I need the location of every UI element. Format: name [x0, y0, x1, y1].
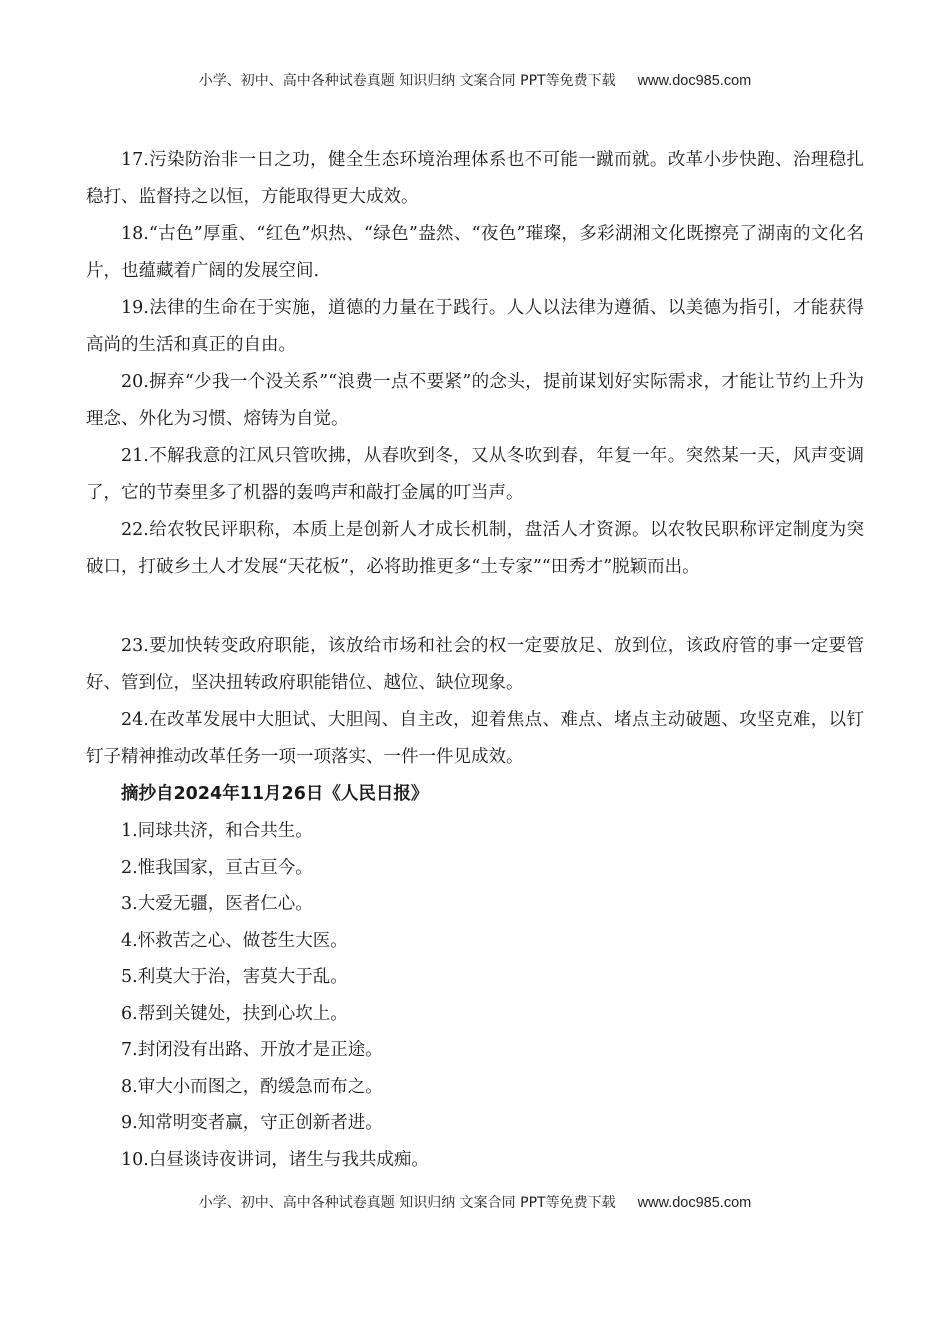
paragraph-21: 21.不解我意的江风只管吹拂，从春吹到冬，又从冬吹到春，年复一年。突然某一天，风声变调了，它的节奏里多了机器的轰鸣声和敲打金属的叮当声。 — [86, 446, 864, 503]
paragraph-18: 18.“古色”厚重、“红色”炽热、“绿色”盎然、“夜色”璀璨，多彩湖湘文化既擦亮了湖南的文化名片，也蕴藏着广阔的发展空间. — [86, 224, 864, 281]
paragraph-23: 23.要加快转变政府职能，该放给市场和社会的权一定要放足、放到位，该政府管的事一定要管好、管到位，坚决扭转政府职能错位、越位、缺位现象。 — [86, 636, 864, 693]
footer-site-link[interactable]: www.doc985.com — [637, 1195, 752, 1211]
page-header — [0, 70, 950, 90]
short-item: 2.惟我国家，亘古亘今。 — [121, 857, 313, 878]
paragraph-22: 22.给农牧民评职称，本质上是创新人才成长机制，盘活人才资源。以农牧民职称评定制度为突破口，打破乡土人才发展“天花板”，必将助推更多“土专家”“田秀才”脱颖而出。 — [86, 520, 864, 577]
header-text: 小学、初中、高中各种试卷真题 知识归纳 文案合同 PPT等免费下载 — [198, 73, 616, 89]
paragraph-20: 20.摒弃“少我一个没关系”“浪费一点不要紧”的念头，提前谋划好实际需求，才能让节约上升为理念、外化为习惯、熔铸为自觉。 — [86, 372, 864, 429]
paragraph-24: 24.在改革发展中大胆试、大胆闯、自主改，迎着焦点、难点、堵点主动破题、攻坚克难，以钉钉子精神推动改革任务一项一项落实、一件一件见成效。 — [86, 710, 864, 767]
short-item: 3.大爱无疆，医者仁心。 — [121, 894, 313, 914]
section-title: 摘抄自2024年11月26日《人民日报》 — [121, 784, 429, 804]
short-item: 1.同球共济，和合共生。 — [121, 821, 313, 841]
paragraph-gap — [86, 586, 864, 628]
short-item: 5.利莫大于治，害莫大于乱。 — [121, 967, 348, 987]
document-body — [86, 142, 864, 1178]
short-item: 8.审大小而图之，酌缓急而布之。 — [121, 1076, 383, 1097]
short-item: 7.封闭没有出路、开放才是正途。 — [121, 1040, 383, 1060]
short-item: 9.知常明变者赢，守正创新者进。 — [121, 1113, 383, 1133]
paragraph-19: 19.法律的生命在于实施，道德的力量在于践行。人人以法律为遵循、以美德为指引，才能获得高尚的生活和真正的自由。 — [86, 298, 864, 355]
footer-text: 小学、初中、高中各种试卷真题 知识归纳 文案合同 PPT等免费下载 — [198, 1195, 616, 1211]
short-item: 6.帮到关键处，扶到心坎上。 — [121, 1003, 348, 1024]
page-footer — [0, 1192, 950, 1212]
short-item: 10.白昼谈诗夜讲词，诸生与我共成痴。 — [121, 1149, 429, 1170]
header-site-link[interactable]: www.doc985.com — [637, 73, 752, 89]
short-item: 4.怀救苦之心、做苍生大医。 — [121, 930, 348, 951]
paragraph-17: 17.污染防治非一日之功，健全生态环境治理体系也不可能一蹴而就。改革小步快跑、治理稳扎稳打、监督持之以恒，方能取得更大成效。 — [86, 150, 864, 207]
